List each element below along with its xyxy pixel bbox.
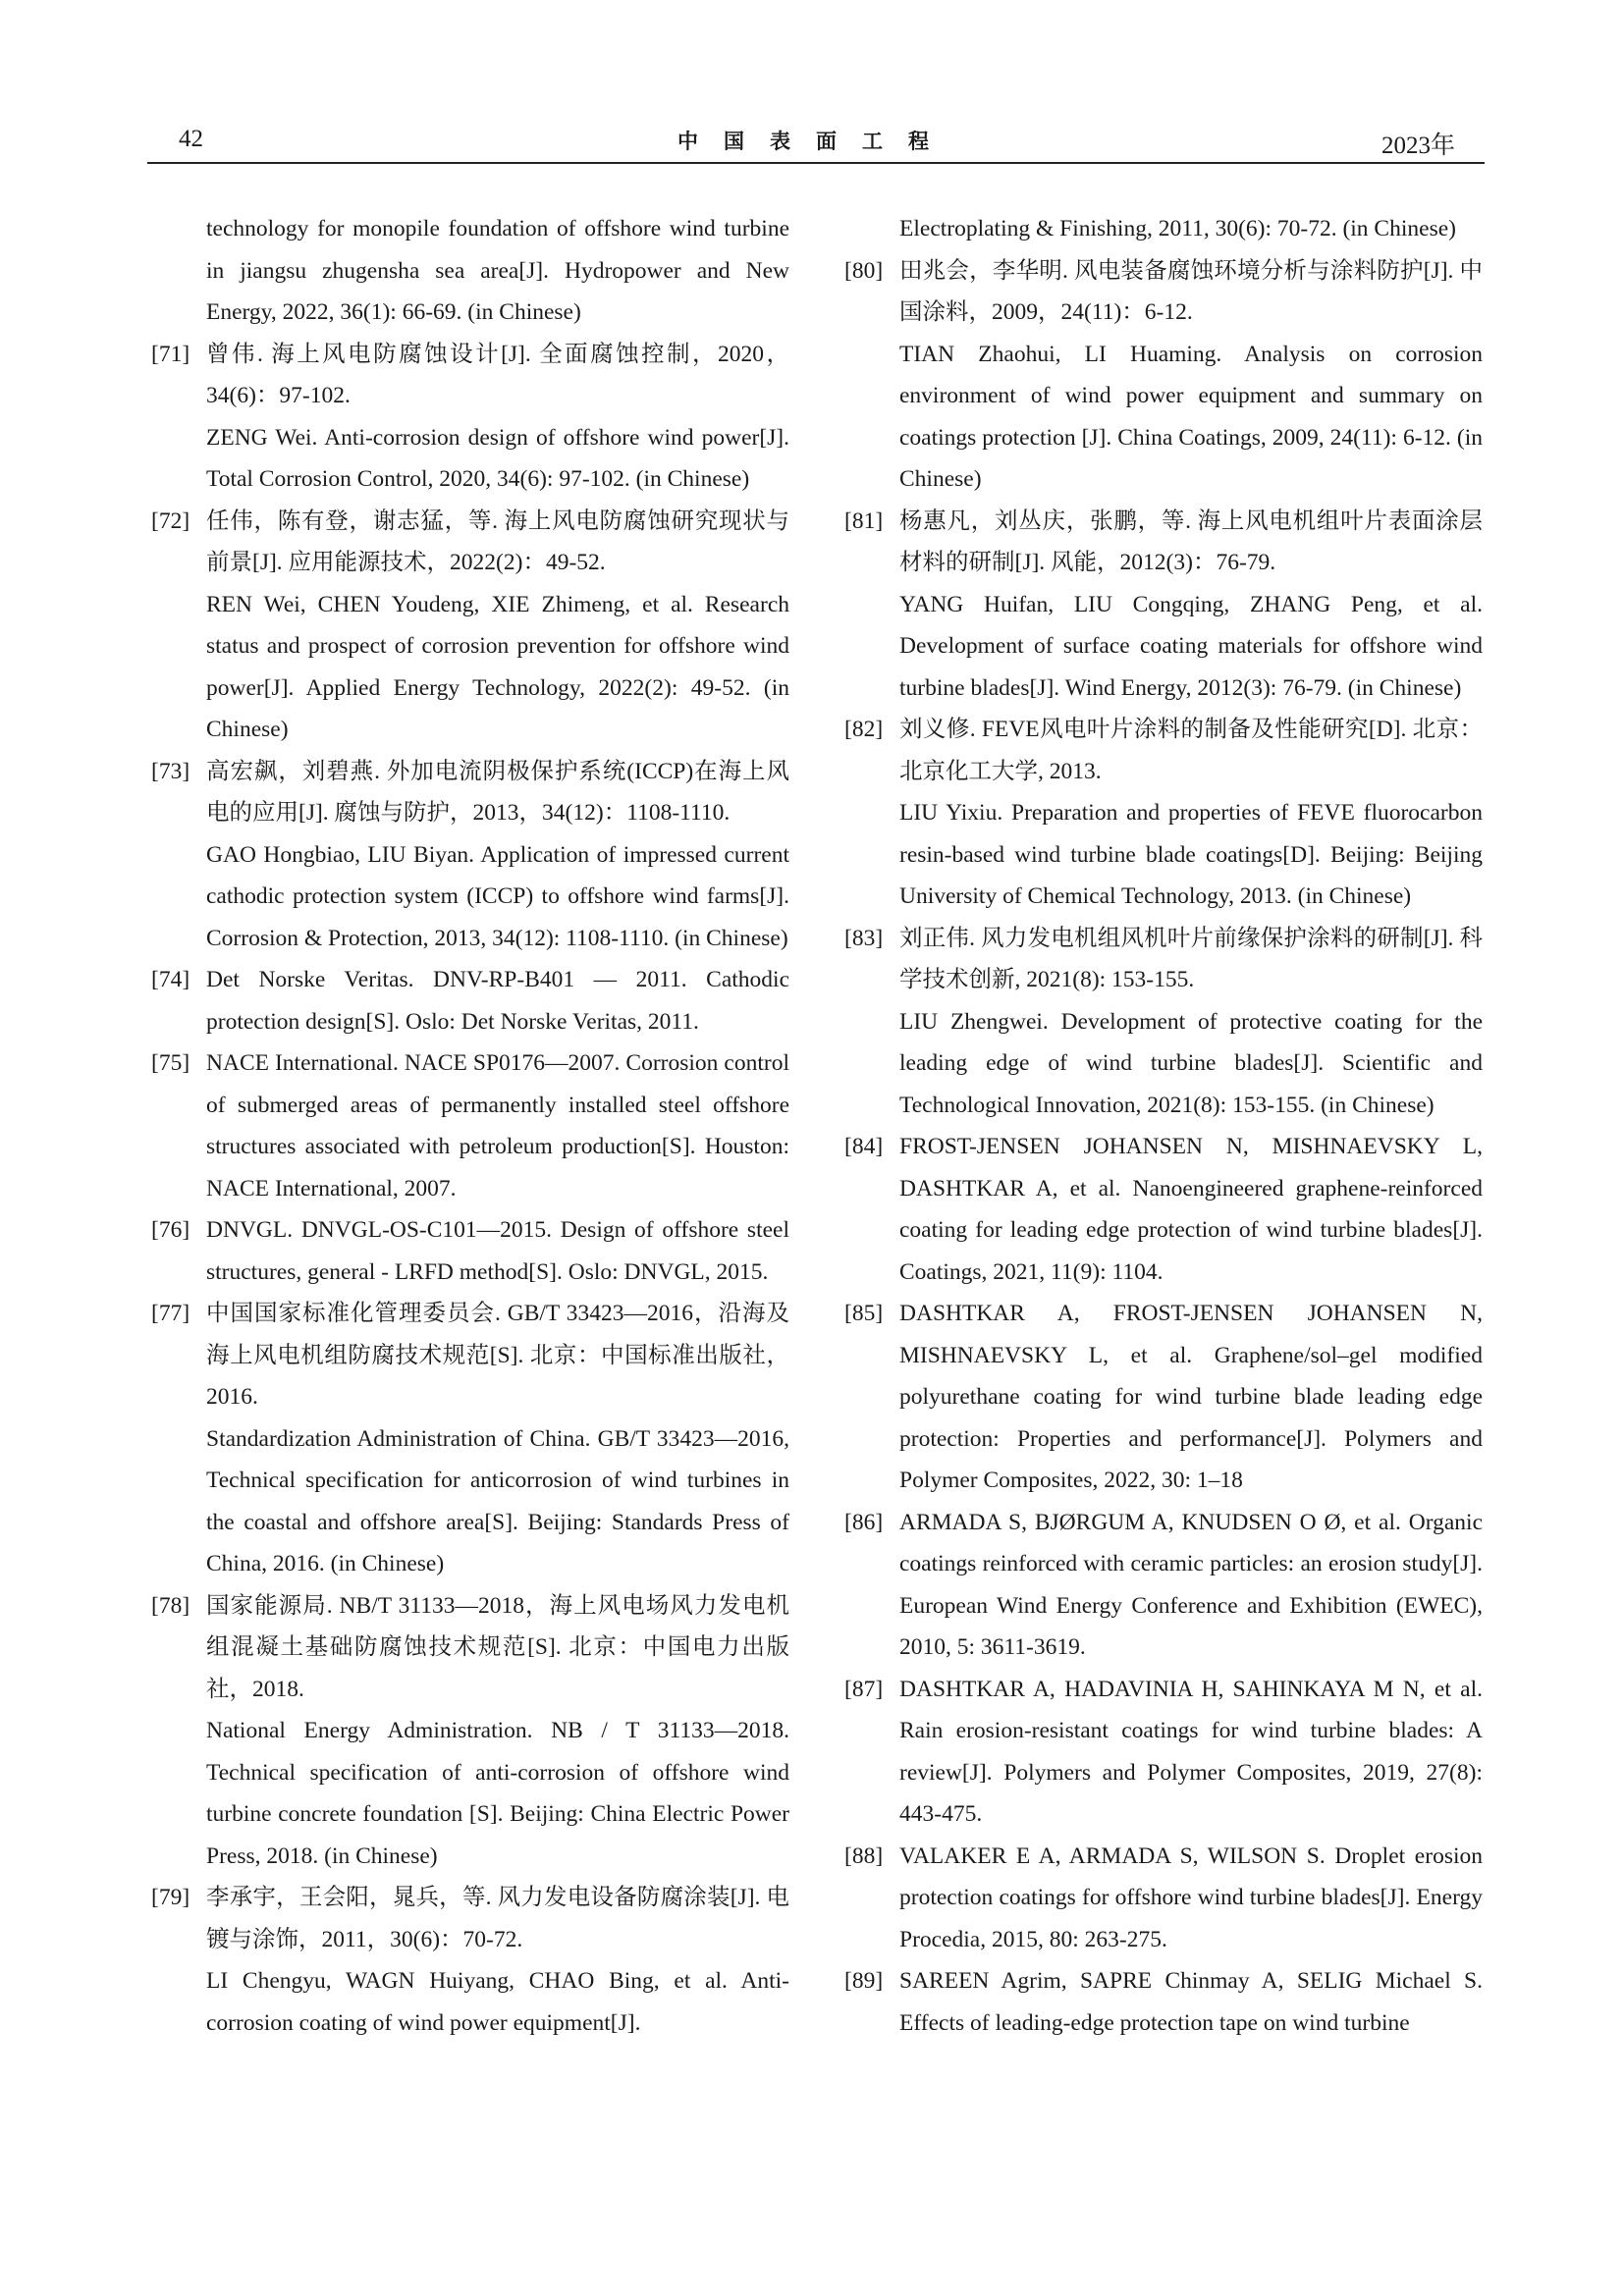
reference-entry bbox=[151, 751, 789, 960]
reference-entry bbox=[844, 918, 1483, 1127]
journal-title: 中国表面工程 bbox=[677, 130, 954, 153]
reference-continuation: technology for monopile foundation of offshore wind turbine in jiangsu zhugensha sea area[J]. Hydropower and New Energy, 2022, 36(1): 66-69. (in Chinese) bbox=[206, 216, 789, 325]
reference-entry bbox=[151, 1585, 789, 1878]
reference-text-chinese: 高宏飙，刘碧燕. 外加电流阴极保护系统(ICCP)在海上风电的应用[J]. 腐蚀与防护，2013，34(12)：1108-1110. bbox=[206, 758, 789, 826]
reference-text-english: ARMADA S, BJØRGUM A, KNUDSEN O Ø, et al. Organic coatings reinforced with ceramic particles: an erosion study[J]. European Wind Energy Conference and Exhibition (EWEC), 2010, 5: 3611-3619. bbox=[899, 1509, 1483, 1660]
reference-text-chinese: 杨惠凡，刘丛庆，张鹏，等. 海上风电机组叶片表面涂层材料的研制[J]. 风能，2012(3)：76-79. bbox=[899, 507, 1483, 575]
reference-number: [73] bbox=[151, 758, 190, 784]
reference-text-english: SAREEN Agrim, SAPRE Chinmay A, SELIG Michael S. Effects of leading-edge protection tape on wind turbine bbox=[899, 1968, 1483, 2036]
reference-number: [83] bbox=[844, 925, 884, 951]
reference-text-chinese: 国家能源局. NB/T 31133—2018，海上风电场风力发电机组混凝土基础防腐蚀技术规范[S]. 北京：中国电力出版社，2018. bbox=[206, 1592, 789, 1702]
reference-text-chinese: 李承宇，王会阳，晁兵，等. 风力发电设备防腐涂装[J]. 电镀与涂饰，2011，30(6)：70-72. bbox=[206, 1885, 789, 1952]
reference-text-english: NACE International. NACE SP0176—2007. Corrosion control of submerged areas of permanently installed steel offshore structures associated with petroleum production[S]. Houston: NACE International, 2007. bbox=[206, 1050, 789, 1201]
reference-number: [89] bbox=[844, 1968, 884, 1994]
reference-text-english: LI Chengyu, WAGN Huiyang, CHAO Bing, et al. Anti-corrosion coating of wind power equipment[J]. bbox=[206, 1968, 789, 2036]
reference-text-english: ZENG Wei. Anti-corrosion design of offshore wind power[J]. Total Corrosion Control, 2020, 34(6): 97-102. (in Chinese) bbox=[206, 424, 789, 492]
reference-text-english: YANG Huifan, LIU Congqing, ZHANG Peng, et al. Development of surface coating materials for offshore wind turbine blades[J]. Wind Energy, 2012(3): 76-79. (in Chinese) bbox=[899, 591, 1483, 701]
reference-entry bbox=[844, 1293, 1483, 1502]
publication-year: 2023年 bbox=[1380, 133, 1455, 159]
reference-entry bbox=[151, 959, 789, 1042]
reference-text-english: REN Wei, CHEN Youdeng, XIE Zhimeng, et al. Research status and prospect of corrosion prevention for offshore wind power[J]. Applied Energy Technology, 2022(2): 49-52. (in Chinese) bbox=[206, 591, 789, 742]
reference-entry bbox=[151, 1209, 789, 1293]
reference-text-english: DASHTKAR A, FROST-JENSEN JOHANSEN N, MISHNAEVSKY L, et al. Graphene/sol–gel modified polyurethane coating for wind turbine blade leading edge protection: Properties and performance[J]. Polymers and Polymer Composites, 2022, 30: 1–18 bbox=[899, 1301, 1483, 1493]
reference-number: [76] bbox=[151, 1217, 190, 1243]
reference-entry bbox=[844, 1502, 1483, 1669]
reference-entry bbox=[844, 250, 1483, 501]
reference-text-english: LIU Zhengwei. Development of protective coating for the leading edge of wind turbine blades[J]. Scientific and Technological Innovation, 2021(8): 153-155. (in Chinese) bbox=[899, 1008, 1483, 1118]
reference-number: [75] bbox=[151, 1050, 190, 1076]
reference-entry bbox=[151, 334, 789, 501]
reference-number: [74] bbox=[151, 967, 190, 992]
page-number: 42 bbox=[179, 126, 203, 152]
reference-number: [87] bbox=[844, 1676, 884, 1702]
reference-number: [82] bbox=[844, 717, 884, 742]
reference-number: [86] bbox=[844, 1509, 884, 1535]
reference-entry bbox=[844, 1126, 1483, 1293]
reference-text-chinese: 任伟，陈有登，谢志猛，等. 海上风电防腐蚀研究现状与前景[J]. 应用能源技术，2022(2)：49-52. bbox=[206, 507, 789, 575]
reference-entry bbox=[151, 1877, 789, 2044]
reference-text-chinese: 曾伟. 海上风电防腐蚀设计[J]. 全面腐蚀控制，2020，34(6)：97-102. bbox=[206, 341, 789, 408]
reference-text-english: GAO Hongbiao, LIU Biyan. Application of impressed current cathodic protection system (ICCP) to offshore wind farms[J]. Corrosion & Protection, 2013, 34(12): 1108-1110. (in Chinese) bbox=[206, 841, 789, 951]
running-header bbox=[147, 126, 1485, 163]
reference-text-english: LIU Yixiu. Preparation and properties of FEVE fluorocarbon resin-based wind turbine blade coatings[D]. Beijing: Beijing University of Chemical Technology, 2013. (in Chinese) bbox=[899, 800, 1483, 909]
reference-text-chinese: 中国国家标准化管理委员会. GB/T 33423—2016，沿海及海上风电机组防腐技术规范[S]. 北京：中国标准出版社，2016. bbox=[206, 1301, 789, 1410]
reference-number: [71] bbox=[151, 341, 190, 367]
reference-number: [88] bbox=[844, 1842, 884, 1869]
reference-number: [85] bbox=[844, 1301, 884, 1326]
reference-entry bbox=[844, 1669, 1483, 1836]
reference-text-english: FROST-JENSEN JOHANSEN N, MISHNAEVSKY L, DASHTKAR A, et al. Nanoengineered graphene-reinforced coating for leading edge protection of wind turbine blades[J]. Coatings, 2021, 11(9): 1104. bbox=[899, 1134, 1483, 1285]
reference-text-chinese: 田兆会，李华明. 风电装备腐蚀环境分析与涂料防护[J]. 中国涂料，2009，24(11)：6-12. bbox=[899, 257, 1483, 325]
reference-text-english: DASHTKAR A, HADAVINIA H, SAHINKAYA M N, et al. Rain erosion-resistant coatings for wind turbine blades: A review[J]. Polymers and Polymer Composites, 2019, 27(8): 443-475. bbox=[899, 1676, 1483, 1827]
reference-number: [81] bbox=[844, 507, 884, 534]
reference-number: [84] bbox=[844, 1134, 884, 1159]
reference-number: [80] bbox=[844, 257, 884, 284]
reference-entry bbox=[844, 709, 1483, 918]
reference-text-chinese: 刘义修. FEVE风电叶片涂料的制备及性能研究[D]. 北京：北京化工大学, 2013. bbox=[899, 717, 1483, 784]
reference-text-english: Det Norske Veritas. DNV-RP-B401 — 2011. Cathodic protection design[S]. Oslo: Det Norske Veritas, 2011. bbox=[206, 967, 789, 1035]
reference-number: [72] bbox=[151, 507, 190, 534]
header-rule bbox=[147, 162, 1485, 164]
reference-entry bbox=[151, 501, 789, 751]
left-column bbox=[151, 208, 789, 2044]
right-column bbox=[844, 208, 1483, 2044]
reference-number: [78] bbox=[151, 1592, 190, 1619]
reference-entry bbox=[844, 501, 1483, 710]
reference-text-english: VALAKER E A, ARMADA S, WILSON S. Droplet erosion protection coatings for offshore wind turbine blades[J]. Energy Procedia, 2015, 80: 263-275. bbox=[899, 1842, 1483, 1952]
reference-text-english: National Energy Administration. NB / T 31133—2018. Technical specification of anti-corrosion of offshore wind turbine concrete foundation [S]. Beijing: China Electric Power Press, 2018. (in Chinese) bbox=[206, 1718, 789, 1869]
reference-entry bbox=[151, 1293, 789, 1585]
reference-text-english: Standardization Administration of China. GB/T 33423—2016, Technical specification for anticorrosion of wind turbines in the coastal and offshore area[S]. Beijing: Standards Press of China, 2016. (in Chinese) bbox=[206, 1425, 789, 1576]
reference-number: [79] bbox=[151, 1885, 190, 1910]
reference-text-chinese: 刘正伟. 风力发电机组风机叶片前缘保护涂料的研制[J]. 科学技术创新, 2021(8): 153-155. bbox=[899, 925, 1483, 992]
reference-entry bbox=[151, 1042, 789, 1209]
reference-text-english: DNVGL. DNVGL-OS-C101—2015. Design of offshore steel structures, general - LRFD method[S]. Oslo: DNVGL, 2015. bbox=[206, 1217, 789, 1285]
reference-number: [77] bbox=[151, 1301, 190, 1326]
reference-continuation: Electroplating & Finishing, 2011, 30(6): 70-72. (in Chinese) bbox=[899, 216, 1456, 241]
reference-text-english: TIAN Zhaohui, LI Huaming. Analysis on corrosion environment of wind power equipment and summary on coatings protection [J]. China Coatings, 2009, 24(11): 6-12. (in Chinese) bbox=[899, 341, 1483, 492]
reference-entry bbox=[844, 1960, 1483, 2044]
reference-entry bbox=[844, 1836, 1483, 1961]
